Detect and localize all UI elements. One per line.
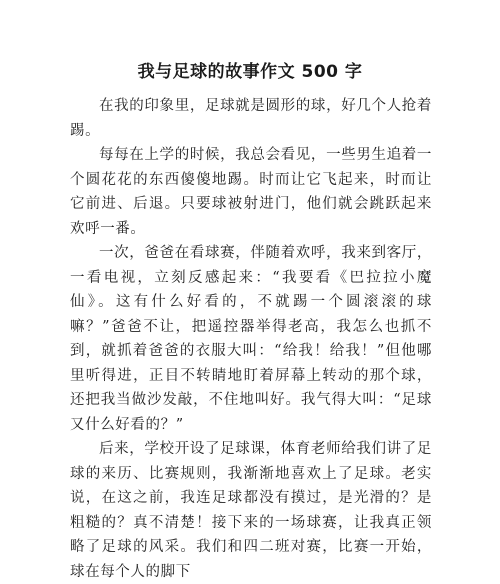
paragraph: 每每在上学的时候，我总会看见，一些男生追着一个圆花花的东西傻傻地踢。时而让它飞起来，时而让它前进、后退。只要球被射进门，他们就会跳跃起来欢呼一番。 <box>70 147 432 237</box>
paragraph: 后来，学校开设了足球课，体育老师给我们讲了足球的来历、比赛规则，我渐渐地喜欢上了足球。老实说，在这之前，我连足球都没有摸过，是光滑的？是粗糙的？真不清楚！接下来的一场球赛，让我真正领略了足球的风采。我们和四二班对赛，比赛一开始，球在每个人的脚下 <box>70 441 432 580</box>
paragraph: 一次，爸爸在看球赛，伴随着欢呼，我来到客厅，一看电视，立刻反感起来：“我要看《巴拉拉小魔仙》。这有什么好看的，不就踢一个圆滚滚的球嘛？”爸爸不让，把遥控器举得老高，我怎么也抓不到，就抓着爸爸的衣服大叫：“给我！给我！”但他哪里听得进，正目不转睛地盯着屏幕上转动的那个球，还把我当做沙发敲，不住地叫好。我气得大叫：“足球又什么好看的？” <box>70 245 432 433</box>
document-title: 我与足球的故事作文 500 字 <box>137 62 363 82</box>
document-body <box>70 94 432 584</box>
paragraph: 在我的印象里，足球就是圆形的球，好几个人抢着踢。 <box>70 98 432 139</box>
